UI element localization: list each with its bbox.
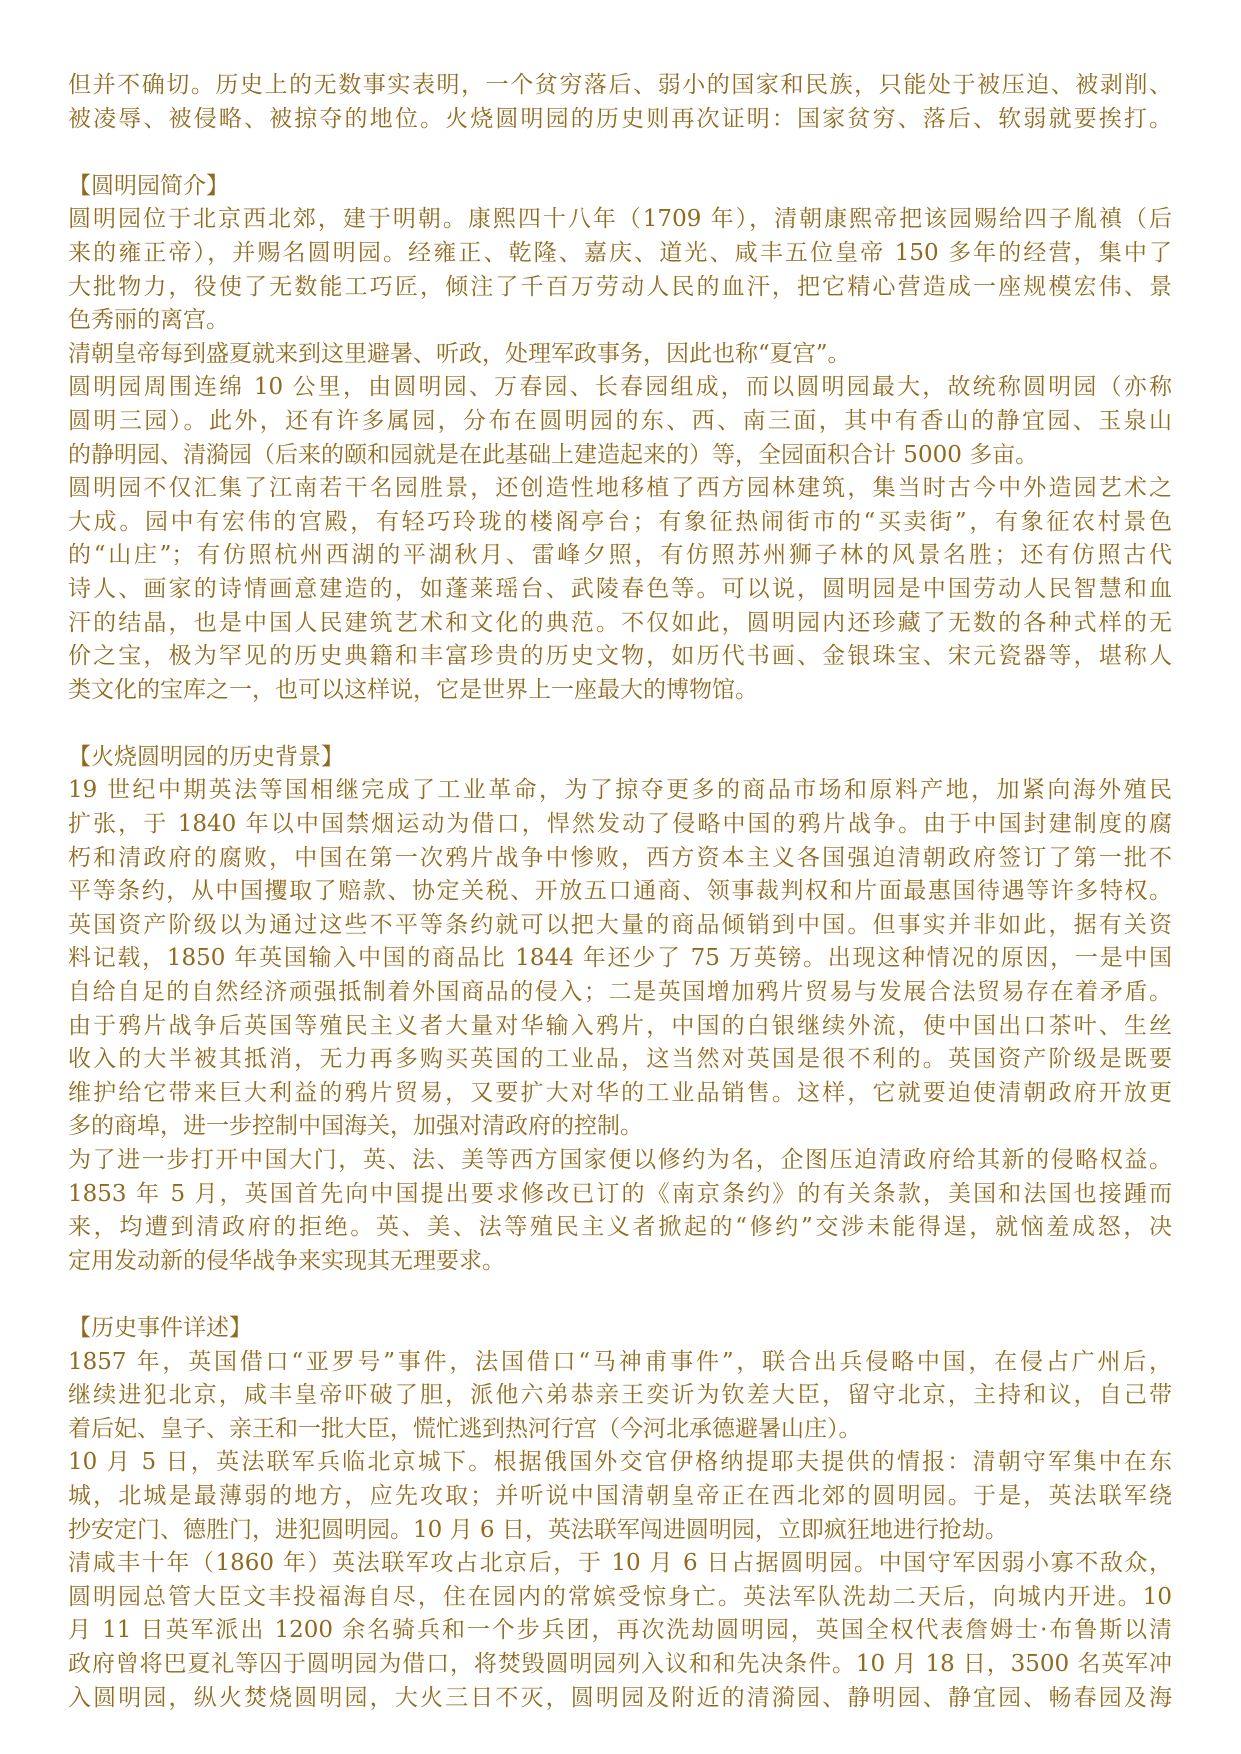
text-line: 价之宝，极为罕见的历史典籍和丰富珍贵的历史文物，如历代书画、金银珠宝、宋元瓷器等，堪称人 <box>68 643 1172 670</box>
text-line: 入圆明园，纵火焚烧圆明园，大火三日不灭，圆明园及附近的清漪园、静明园、静宜园、畅春园及海 <box>68 1684 1172 1711</box>
text-line: 着后妃、皇子、亲王和一批大臣，慌忙逃到热河行宫（今河北承德避暑山庄）。 <box>68 1415 862 1442</box>
text-line: 自给自足的自然经济顽强抵制着外国商品的侵入；二是英国增加鸦片贸易与发展合法贸易存在着矛盾。 <box>68 979 1172 1006</box>
text-line: 来的雍正帝），并赐名圆明园。经雍正、乾隆、嘉庆、道光、咸丰五位皇帝 150 多年的经营，集中了 <box>68 239 1172 266</box>
text-line: 类文化的宝库之一，也可以这样说，它是世界上一座最大的博物馆。 <box>68 676 758 703</box>
paragraph <box>68 1144 1172 1278</box>
text-line: 英国资产阶级以为通过这些不平等条约就可以把大量的商品倾销到中国。但事实并非如此，据有关资 <box>68 911 1172 938</box>
text-line: 1857 年，英国借口“亚罗号”事件，法国借口“马神甫事件”，联合出兵侵略中国，在侵占广州后， <box>68 1348 1172 1375</box>
text-line: 料记载，1850 年英国输入中国的商品比 1844 年还少了 75 万英镑。出现这种情况的原因，一是中国 <box>68 945 1172 972</box>
text-line: 政府曾将巴夏礼等囚于圆明园为借口，将焚毁圆明园列入议和和先决条件。10 月 18 日，3500 名英军冲 <box>68 1650 1172 1677</box>
text-line: 朽和清政府的腐败，中国在第一次鸦片战争中惨败，西方资本主义各国强迫清朝政府签订了第一批不 <box>68 844 1172 871</box>
text-line: 诗人、画家的诗情画意建造的，如蓬莱瑶台、武陵春色等。可以说，圆明园是中国劳动人民智慧和血 <box>68 575 1172 602</box>
section-heading: 【历史事件详述】 <box>68 1314 252 1341</box>
section-event-details <box>68 1312 1172 1715</box>
text-line: 的“山庄”；有仿照杭州西湖的平湖秋月、雷峰夕照，有仿照苏州狮子林的风景名胜；还有仿照古代 <box>68 542 1172 569</box>
text-line: 清咸丰十年（1860 年）英法联军攻占北京后，于 10 月 6 日占据圆明园。中国守军因弱小寡不敌众， <box>68 1550 1172 1577</box>
text-line: 色秀丽的离宫。 <box>68 307 229 334</box>
text-line: 但并不确切。历史上的无数事实表明，一个贫穷落后、弱小的国家和民族，只能处于被压迫、被剥削、 <box>68 72 1172 98</box>
text-line: 1853 年 5 月，英国首先向中国提出要求修改已订的《南京条约》的有关条款，美国和法国也接踵而 <box>68 1180 1172 1207</box>
text-line: 圆明园不仅汇集了江南若干名园胜景，还创造性地移植了西方园林建筑，集当时古今中外造园艺术之 <box>68 475 1172 502</box>
text-line: 扩张，于 1840 年以中国禁烟运动为借口，悍然发动了侵略中国的鸦片战争。由于中国封建制度的腐 <box>68 811 1172 838</box>
paragraph <box>68 1446 1172 1547</box>
paragraph <box>68 774 1172 1144</box>
text-line: 被凌辱、被侵略、被掠夺的地位。火烧圆明园的历史则再次证明：国家贫穷、落后、软弱就要挨打。 <box>68 105 1172 132</box>
text-line: 由于鸦片战争后英国等殖民主义者大量对华输入鸦片，中国的白银继续外流，使中国出口茶叶、生丝 <box>68 1012 1172 1039</box>
text-line: 继续进犯北京，咸丰皇帝吓破了胆，派他六弟恭亲王奕䜣为钦差大臣，留守北京，主持和议，自己带 <box>68 1382 1172 1409</box>
text-line: 月 11 日英军派出 1200 余名骑兵和一个步兵团，再次洗劫圆明园，英国全权代表詹姆士·布鲁斯以清 <box>68 1617 1172 1644</box>
text-line: 圆明园总管大臣文丰投福海自尽，住在园内的常嫔受惊身亡。英法军队洗劫二天后，向城内开进。10 <box>68 1583 1172 1610</box>
text-line: 多的商埠，进一步控制中国海关，加强对清政府的控制。 <box>68 1113 643 1140</box>
section-yuanmingyuan-intro <box>68 170 1172 708</box>
text-line: 来，均遭到清政府的拒绝。英、美、法等殖民主义者掀起的“修约”交涉未能得逞，就恼羞成怒，决 <box>68 1214 1172 1241</box>
text-line: 平等条约，从中国攫取了赔款、协定关税、开放五口通商、领事裁判权和片面最惠国待遇等许多特权。 <box>68 878 1172 905</box>
paragraph <box>68 1547 1172 1715</box>
text-line: 清朝皇帝每到盛夏就来到这里避暑、听政，处理军政事务，因此也称“夏宫”。 <box>68 340 851 367</box>
section-heading: 【火烧圆明园的历史背景】 <box>68 743 344 770</box>
text-line: 10 月 5 日，英法联军兵临北京城下。根据俄国外交官伊格纳提耶夫提供的情报：清朝守军集中在东 <box>68 1449 1172 1476</box>
text-line: 的静明园、清漪园（后来的颐和园就是在此基础上建造起来的）等，全园面积合计 5000 多亩。 <box>68 441 1039 468</box>
text-line: 定用发动新的侵华战争来实现其无理要求。 <box>68 1247 505 1274</box>
text-line: 大批物力，役使了无数能工巧匠，倾注了千百万劳动人民的血汗，把它精心营造成一座规模宏伟、景 <box>68 273 1172 300</box>
paragraph <box>68 69 1172 136</box>
text-line: 圆明园周围连绵 10 公里，由圆明园、万春园、长春园组成，而以圆明园最大，故统称圆明园（亦称 <box>68 374 1172 401</box>
text-line: 为了进一步打开中国大门，英、法、美等西方国家便以修约为名，企图压迫清政府给其新的侵略权益。 <box>68 1147 1172 1173</box>
text-line: 抄安定门、德胜门，进犯圆明园。10 月 6 日，英法联军闯进圆明园，立即疯狂地进行抢劫。 <box>68 1516 1008 1543</box>
text-line: 圆明三园）。此外，还有许多属园，分布在圆明园的东、西、南三面，其中有香山的静宜园、玉泉山 <box>68 407 1172 434</box>
paragraph <box>68 1346 1172 1447</box>
text-line: 汗的结晶，也是中国人民建筑艺术和文化的典范。不仅如此，圆明园内还珍藏了无数的各种式样的无 <box>68 609 1172 636</box>
text-line: 大成。园中有宏伟的宫殿，有轻巧玲珑的楼阁亭台；有象征热闹街市的“买卖街”，有象征农村景色 <box>68 508 1172 535</box>
section-heading: 【圆明园简介】 <box>68 172 229 199</box>
text-line: 城，北城是最薄弱的地方，应先攻取；并听说中国清朝皇帝正在西北郊的圆明园。于是，英法联军绕 <box>68 1482 1172 1509</box>
text-line: 收入的大半被其抵消，无力再多购买英国的工业品，这当然对英国是很不利的。英国资产阶级是既要 <box>68 1046 1172 1073</box>
text-line: 19 世纪中期英法等国相继完成了工业革命，为了掠夺更多的商品市场和原料产地，加紧向海外殖民 <box>68 777 1172 804</box>
section-historical-background <box>68 741 1172 1279</box>
text-line: 维护给它带来巨大利益的鸦片贸易，又要扩大对华的工业品销售。这样，它就要迫使清朝政府开放更 <box>68 1079 1172 1106</box>
paragraph <box>68 203 1172 337</box>
text-line: 圆明园位于北京西北郊，建于明朝。康熙四十八年（1709 年），清朝康熙帝把该园赐给四子胤禛（后 <box>68 206 1172 233</box>
paragraph <box>68 371 1172 472</box>
paragraph <box>68 338 1172 372</box>
paragraph <box>68 472 1172 707</box>
